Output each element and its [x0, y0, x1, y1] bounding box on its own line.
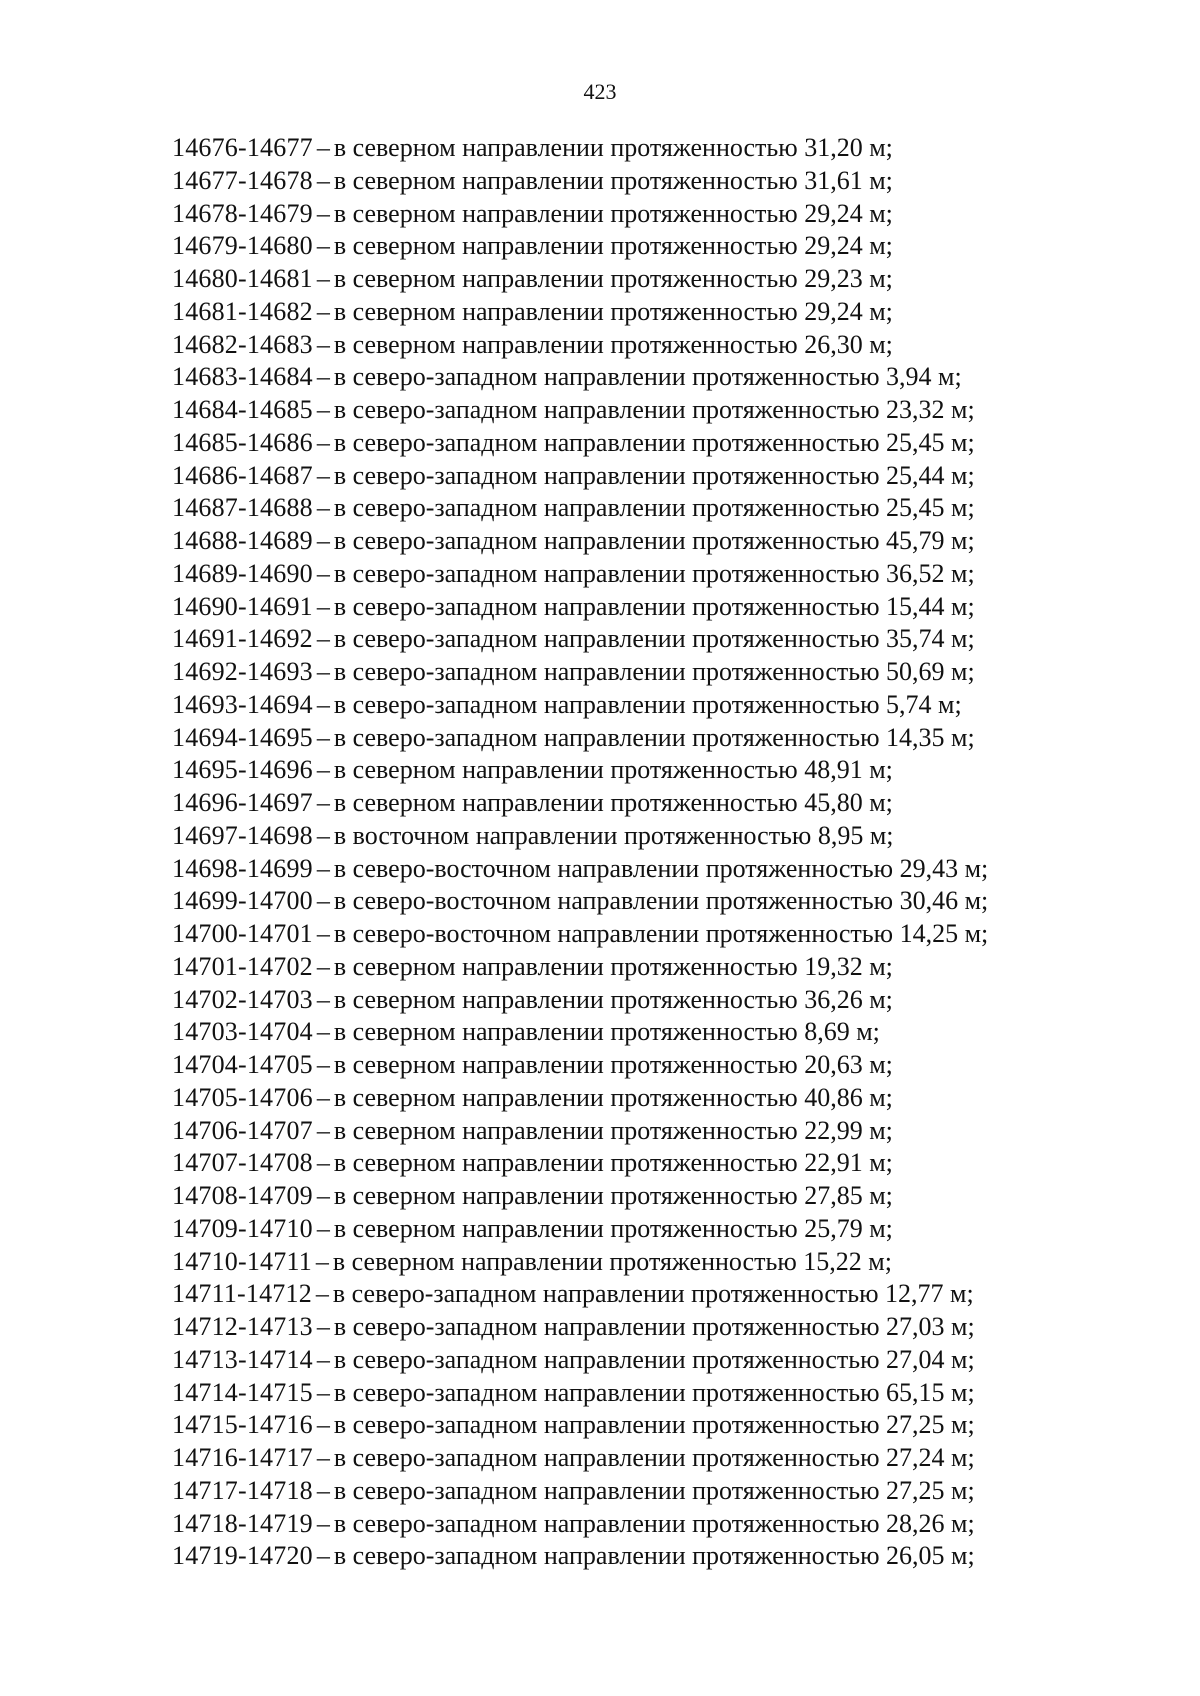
segment-description: в северном направлении протяженностью 26,30 м; — [333, 329, 893, 359]
dash-separator: – — [316, 460, 330, 490]
segment-description: в северо-западном направлении протяженностью 14,35 м; — [333, 722, 975, 752]
list-item — [172, 1246, 988, 1279]
list-item — [172, 1377, 988, 1410]
list-item — [172, 1049, 988, 1082]
segment-description: в северо-западном направлении протяженностью 27,25 м; — [333, 1410, 975, 1440]
segment-description: в северном направлении протяженностью 22,91 м; — [333, 1148, 893, 1178]
segment-range: 14684-14685 — [172, 395, 313, 424]
segment-description: в северо-западном направлении протяженностью 65,15 м; — [333, 1377, 975, 1407]
segment-range: 14706-14707 — [172, 1115, 313, 1145]
segment-range: 14719-14720 — [172, 1541, 313, 1571]
segment-range: 14701-14702 — [172, 951, 313, 981]
segment-range: 14699-14700 — [172, 886, 313, 916]
dash-separator: – — [316, 1443, 330, 1472]
dash-separator: – — [316, 919, 330, 948]
dash-separator: – — [316, 427, 330, 457]
dash-separator: – — [316, 1050, 330, 1079]
list-item — [172, 230, 988, 263]
segment-range: 14717-14718 — [172, 1475, 313, 1505]
dash-separator: – — [316, 689, 330, 719]
segment-description: в северо-восточном направлении протяженностью 30,46 м; — [333, 886, 989, 916]
list-item — [172, 951, 988, 984]
segment-description: в северо-западном направлении протяженностью 25,44 м; — [333, 460, 975, 490]
dash-separator: – — [316, 264, 330, 293]
segment-range: 14716-14717 — [172, 1443, 313, 1472]
list-item — [172, 885, 988, 918]
dash-separator: – — [316, 198, 330, 228]
segment-description: в северо-западном направлении протяженностью 12,77 м; — [332, 1279, 974, 1309]
segment-description: в северо-западном направлении протяженностью 27,25 м; — [333, 1475, 975, 1505]
segment-range: 14696-14697 — [172, 788, 313, 817]
dash-separator: – — [316, 853, 330, 883]
dash-separator: – — [315, 1279, 329, 1309]
segment-range: 14714-14715 — [172, 1377, 313, 1407]
dash-separator: – — [316, 1115, 330, 1145]
segment-range: 14689-14690 — [172, 558, 313, 588]
segment-range: 14718-14719 — [172, 1508, 313, 1538]
segment-range: 14690-14691 — [172, 591, 313, 621]
segment-description: в северо-западном направлении протяженностью 27,24 м; — [333, 1443, 975, 1472]
segment-range: 14680-14681 — [172, 264, 313, 293]
segment-range: 14715-14716 — [172, 1410, 313, 1440]
segment-description: в северном направлении протяженностью 29,24 м; — [333, 198, 893, 228]
segment-range: 14694-14695 — [172, 722, 313, 752]
dash-separator: – — [316, 493, 330, 523]
list-item — [172, 1311, 988, 1344]
segment-description: в северо-западном направлении протяженностью 45,79 м; — [333, 526, 975, 555]
dash-separator: – — [316, 624, 330, 654]
segment-description: в северо-западном направлении протяженностью 25,45 м; — [333, 427, 975, 457]
dash-separator: – — [315, 1246, 329, 1276]
dash-separator: – — [316, 820, 330, 850]
list-item — [172, 656, 988, 689]
list-item — [172, 525, 988, 558]
segment-description: в северном направлении протяженностью 45,80 м; — [333, 788, 893, 817]
segment-description: в восточном направлении протяженностью 8,95 м; — [333, 820, 894, 850]
segment-description: в северо-западном направлении протяженностью 5,74 м; — [333, 689, 962, 719]
segment-range: 14685-14686 — [172, 427, 313, 457]
dash-separator: – — [316, 395, 330, 424]
segment-description: в северо-западном направлении протяженностью 23,32 м; — [333, 395, 975, 424]
list-item — [172, 558, 988, 591]
list-item — [172, 165, 988, 198]
list-item — [172, 820, 988, 853]
dash-separator: – — [316, 1410, 330, 1440]
segment-range: 14709-14710 — [172, 1213, 313, 1243]
list-item — [172, 263, 988, 296]
segment-description: в северном направлении протяженностью 31,61 м; — [333, 165, 893, 195]
segment-range: 14678-14679 — [172, 198, 313, 228]
dash-separator: – — [316, 1213, 330, 1243]
dash-separator: – — [316, 1377, 330, 1407]
segment-description: в северном направлении протяженностью 20,63 м; — [333, 1050, 893, 1079]
segment-range: 14698-14699 — [172, 853, 313, 883]
dash-separator: – — [316, 1312, 330, 1341]
dash-separator: – — [316, 1344, 330, 1374]
dash-separator: – — [316, 788, 330, 817]
list-item — [172, 918, 988, 951]
dash-separator: – — [316, 755, 330, 785]
list-item — [172, 1508, 988, 1541]
segment-description: в северо-восточном направлении протяженностью 29,43 м; — [333, 853, 989, 883]
segment-description: в северном направлении протяженностью 19,32 м; — [333, 951, 893, 981]
list-item — [172, 591, 988, 624]
segment-range: 14683-14684 — [172, 362, 313, 392]
list-item — [172, 132, 988, 165]
list-item — [172, 984, 988, 1017]
dash-separator: – — [316, 1017, 330, 1047]
segment-range: 14708-14709 — [172, 1181, 313, 1210]
segment-description: в северо-западном направлении протяженностью 35,74 м; — [333, 624, 975, 654]
dash-separator: – — [316, 558, 330, 588]
segment-range: 14702-14703 — [172, 984, 313, 1014]
list-item — [172, 787, 988, 820]
segment-description: в северо-западном направлении протяженностью 36,52 м; — [333, 558, 975, 588]
segment-range: 14679-14680 — [172, 231, 313, 261]
list-item — [172, 853, 988, 886]
segment-range: 14677-14678 — [172, 165, 313, 195]
segment-range: 14700-14701 — [172, 919, 313, 948]
dash-separator: – — [316, 984, 330, 1014]
list-item — [172, 1115, 988, 1148]
segment-description: в северном направлении протяженностью 22,99 м; — [333, 1115, 893, 1145]
dash-separator: – — [316, 1082, 330, 1112]
segment-description: в северо-западном направлении протяженностью 27,04 м; — [333, 1344, 975, 1374]
list-item — [172, 198, 988, 231]
segment-description: в северо-восточном направлении протяженностью 14,25 м; — [333, 919, 989, 948]
segment-range: 14697-14698 — [172, 820, 313, 850]
segment-description: в северном направлении протяженностью 27,85 м; — [333, 1181, 893, 1210]
list-item — [172, 427, 988, 460]
segment-range: 14692-14693 — [172, 657, 313, 686]
list-item — [172, 460, 988, 493]
list-item — [172, 1082, 988, 1115]
segment-range: 14710-14711 — [172, 1246, 312, 1276]
segment-range: 14703-14704 — [172, 1017, 313, 1047]
dash-separator: – — [316, 1181, 330, 1210]
dash-separator: – — [316, 591, 330, 621]
list-item — [172, 1475, 988, 1508]
list-item — [172, 1147, 988, 1180]
dash-separator: – — [316, 1508, 330, 1538]
dash-separator: – — [316, 329, 330, 359]
segment-range: 14713-14714 — [172, 1344, 313, 1374]
list-item — [172, 296, 988, 329]
list-item — [172, 1016, 988, 1049]
dash-separator: – — [316, 886, 330, 916]
segment-description: в северном направлении протяженностью 29,24 м; — [333, 231, 893, 261]
segment-range: 14686-14687 — [172, 460, 313, 490]
segment-description: в северном направлении протяженностью 48,91 м; — [333, 755, 893, 785]
list-item — [172, 623, 988, 656]
segment-range: 14707-14708 — [172, 1148, 313, 1178]
segment-description: в северо-западном направлении протяженностью 25,45 м; — [333, 493, 975, 523]
segment-description: в северо-западном направлении протяженностью 27,03 м; — [333, 1312, 975, 1341]
list-item — [172, 329, 988, 362]
segment-description: в северном направлении протяженностью 36,26 м; — [333, 984, 893, 1014]
dash-separator: – — [316, 1541, 330, 1571]
segment-description: в северном направлении протяженностью 8,69 м; — [333, 1017, 880, 1047]
segment-description: в северном направлении протяженностью 40,86 м; — [333, 1082, 893, 1112]
segment-range: 14711-14712 — [172, 1279, 312, 1309]
segment-description: в северо-западном направлении протяженностью 3,94 м; — [333, 362, 962, 392]
list-item — [172, 754, 988, 787]
segment-range: 14681-14682 — [172, 296, 313, 326]
list-item — [172, 1409, 988, 1442]
list-item — [172, 1180, 988, 1213]
segment-range: 14691-14692 — [172, 624, 313, 654]
segment-description: в северном направлении протяженностью 29,23 м; — [333, 264, 893, 293]
segment-description: в северном направлении протяженностью 25,79 м; — [333, 1213, 893, 1243]
list-item — [172, 1344, 988, 1377]
list-item — [172, 394, 988, 427]
segment-range: 14712-14713 — [172, 1312, 313, 1341]
segment-description: в северном направлении протяженностью 31,20 м; — [333, 133, 893, 162]
dash-separator: – — [316, 657, 330, 686]
segment-range: 14682-14683 — [172, 329, 313, 359]
segment-description: в северном направлении протяженностью 15,22 м; — [332, 1246, 892, 1276]
segment-range: 14687-14688 — [172, 493, 313, 523]
list-item — [172, 722, 988, 755]
boundary-segment-list — [172, 132, 988, 1573]
segment-description: в северо-западном направлении протяженностью 28,26 м; — [333, 1508, 975, 1538]
segment-range: 14688-14689 — [172, 526, 313, 555]
segment-description: в северо-западном направлении протяженностью 50,69 м; — [333, 657, 975, 686]
dash-separator: – — [316, 526, 330, 555]
segment-description: в северо-западном направлении протяженностью 26,05 м; — [333, 1541, 975, 1571]
segment-range: 14695-14696 — [172, 755, 313, 785]
dash-separator: – — [316, 133, 330, 162]
list-item — [172, 492, 988, 525]
dash-separator: – — [316, 1475, 330, 1505]
dash-separator: – — [316, 231, 330, 261]
list-item — [172, 689, 988, 722]
page-number: 423 — [583, 79, 617, 104]
segment-description: в северо-западном направлении протяженностью 15,44 м; — [333, 591, 975, 621]
dash-separator: – — [316, 1148, 330, 1178]
segment-range: 14705-14706 — [172, 1082, 313, 1112]
dash-separator: – — [316, 951, 330, 981]
segment-range: 14676-14677 — [172, 133, 313, 162]
list-item — [172, 1540, 988, 1573]
list-item — [172, 1278, 988, 1311]
segment-description: в северном направлении протяженностью 29,24 м; — [333, 296, 893, 326]
segment-range: 14693-14694 — [172, 689, 313, 719]
list-item — [172, 1213, 988, 1246]
segment-range: 14704-14705 — [172, 1050, 313, 1079]
dash-separator: – — [316, 165, 330, 195]
dash-separator: – — [316, 362, 330, 392]
dash-separator: – — [316, 722, 330, 752]
list-item — [172, 1442, 988, 1475]
dash-separator: – — [316, 296, 330, 326]
list-item — [172, 361, 988, 394]
